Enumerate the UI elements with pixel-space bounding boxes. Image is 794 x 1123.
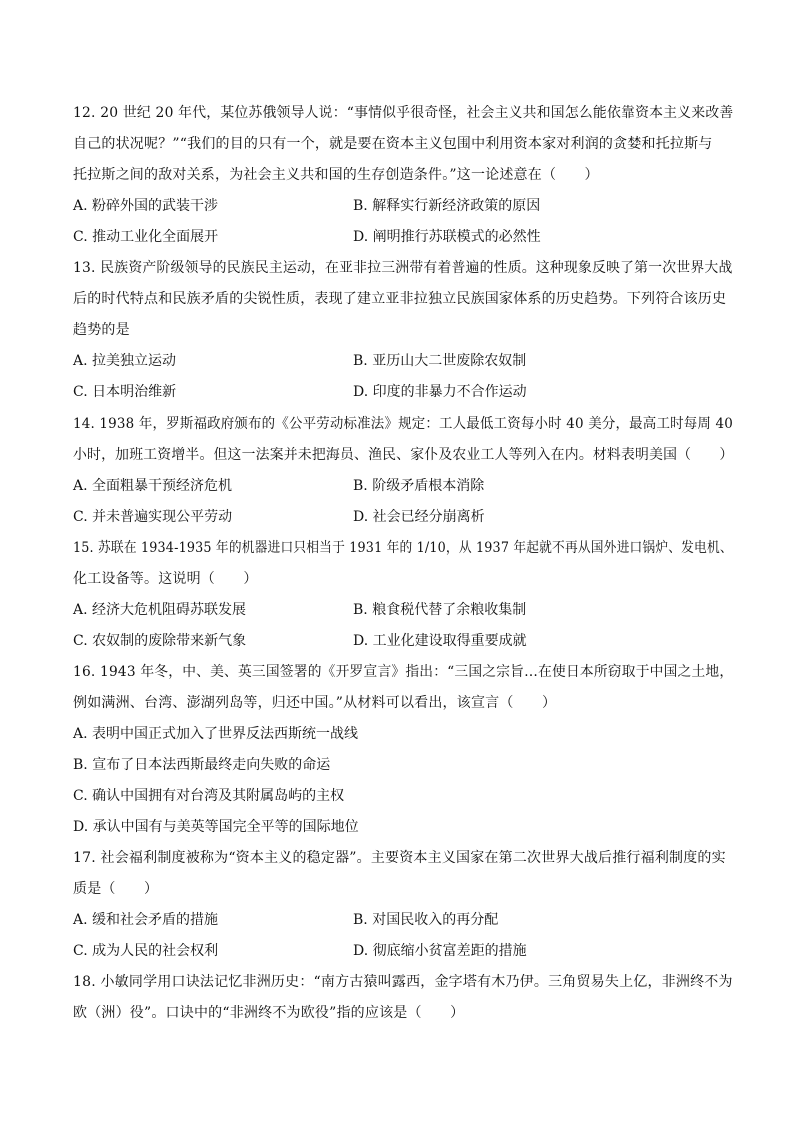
question-text-line: 质是（ ） — [73, 881, 159, 897]
question-text-line: 欧（洲）役”。口诀中的“非洲终不为欧役”指的应该是（ ） — [73, 1005, 465, 1021]
question-text-line: 自己的状况呢？”“我们的目的只有一个，就是要在资本主义包围中利用资本家对利润的贪婪和托拉斯与 — [73, 136, 713, 152]
option-b: B. 宣布了日本法西斯最终走向失败的命运 — [73, 757, 331, 773]
question-text-line: 化工设备等。这说明（ ） — [73, 571, 258, 587]
option-c: C. 确认中国拥有对台湾及其附属岛屿的主权 — [73, 788, 345, 804]
question-text-line: 例如满洲、台湾、澎湖列岛等，归还中国。”从材料可以看出，该宣言（ ） — [73, 695, 557, 711]
option-d: D. 阐明推行苏联模式的必然性 — [353, 229, 541, 245]
option-d: D. 印度的非暴力不合作运动 — [353, 384, 527, 400]
option-c: C. 日本明治维新 — [73, 384, 177, 400]
option-c: C. 并未普遍实现公平劳动 — [73, 509, 233, 525]
question-text-line: 15. 苏联在 1934-1935 年的机器进口只相当于 1931 年的 1/10，从 1937 年起就不再从国外进口锅炉、发电机、 — [73, 540, 733, 556]
question-text-line: 14. 1938 年，罗斯福政府颁布的《公平劳动标准法》规定：工人最低工资每小时 40 美分，最高工时每周 40 — [73, 416, 733, 432]
option-a: A. 表明中国正式加入了世界反法西斯统一战线 — [73, 726, 359, 742]
option-b: B. 解释实行新经济政策的原因 — [353, 198, 541, 214]
option-c: C. 推动工业化全面展开 — [73, 229, 219, 245]
question-text-line: 小时，加班工资增半。但这一法案并未把海员、渔民、家仆及农业工人等列入在内。材料表明美国（ ） — [73, 447, 734, 463]
option-d: D. 承认中国有与美英等国完全平等的国际地位 — [73, 819, 359, 835]
question-text-line: 18. 小敏同学用口诀法记忆非洲历史：“南方古猿叫露西，金字塔有木乃伊。三角贸易失上亿，非洲终不为 — [73, 974, 733, 990]
option-c: C. 农奴制的废除带来新气象 — [73, 633, 247, 649]
option-b: B. 阶级矛盾根本消除 — [353, 478, 485, 494]
question-text-line: 13. 民族资产阶级领导的民族民主运动，在亚非拉三洲带有着普遍的性质。这种现象反映了第一次世界大战 — [73, 260, 733, 276]
question-text-line: 12. 20 世纪 20 年代，某位苏俄领导人说：“事情似乎很奇怪，社会主义共和国怎么能依靠资本主义来改善 — [73, 105, 734, 121]
option-b: B. 粮食税代替了余粮收集制 — [353, 602, 527, 618]
option-c: C. 成为人民的社会权利 — [73, 943, 219, 959]
option-a: A. 全面粗暴干预经济危机 — [73, 478, 233, 494]
question-text-line: 趋势的是 — [73, 322, 130, 338]
question-text-line: 16. 1943 年冬，中、美、英三国签署的《开罗宣言》指出：“三国之宗旨…在使日本所窃取于中国之土地， — [73, 664, 734, 680]
option-a: A. 粉碎外国的武装干涉 — [73, 198, 219, 214]
option-d: D. 彻底缩小贫富差距的措施 — [353, 943, 527, 959]
question-text-line: 后的时代特点和民族矛盾的尖锐性质，表现了建立亚非拉独立民族国家体系的历史趋势。下列符合该历史 — [73, 291, 727, 307]
option-b: B. 对国民收入的再分配 — [353, 912, 499, 928]
option-a: A. 拉美独立运动 — [73, 353, 177, 369]
option-d: D. 社会已经分崩离析 — [353, 509, 485, 525]
option-b: B. 亚历山大二世废除农奴制 — [353, 353, 527, 369]
option-a: A. 经济大危机阻碍苏联发展 — [73, 602, 247, 618]
option-d: D. 工业化建设取得重要成就 — [353, 633, 527, 649]
option-a: A. 缓和社会矛盾的措施 — [73, 912, 219, 928]
question-text-line: 17. 社会福利制度被称为“资本主义的稳定器”。主要资本主义国家在第二次世界大战后推行福利制度的实 — [73, 850, 726, 866]
question-text-line: 托拉斯之间的敌对关系，为社会主义共和国的生存创造条件。”这一论述意在（ ） — [73, 167, 599, 183]
